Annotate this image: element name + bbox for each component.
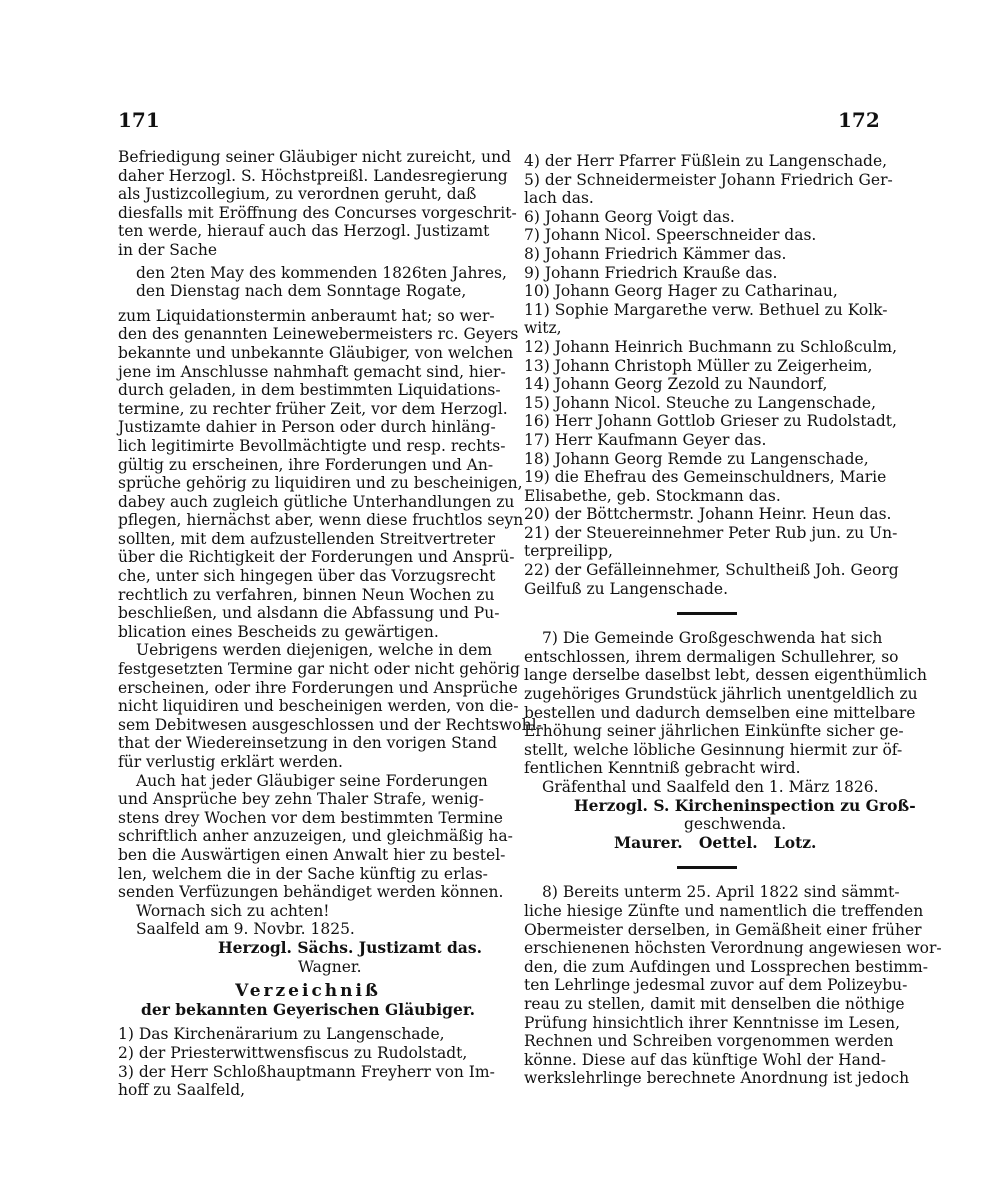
list-item: 20) der Böttchermstr. Johann Heinr. Heun das. <box>524 505 892 524</box>
section-divider <box>677 612 737 615</box>
creditor-list-right <box>524 152 899 598</box>
list-item: 13) Johann Christoph Müller zu Zeigerheim, <box>524 356 873 375</box>
text-line: che, unter sich hingegen über das Vorzugsrecht <box>118 567 496 586</box>
left-column <box>118 148 542 1100</box>
text-line: stens drey Wochen vor dem bestimmten Termine <box>118 808 503 827</box>
text-line: ten Lehrlinge jedesmal zuvor auf dem Polizeybu- <box>524 976 908 995</box>
list-item: 5) der Schneidermeister Johann Friedrich Ger- <box>524 170 893 189</box>
text-line: Rechnen und Schreiben vorgenommen werden <box>524 1032 894 1051</box>
text-line: stellt, welche löbliche Gesinnung hiermit zur öf- <box>524 740 903 759</box>
list-item: lach das. <box>524 189 594 208</box>
left-paragraph-1 <box>118 148 517 260</box>
text-line: Befriedigung seiner Gläubiger nicht zureicht, und <box>118 148 511 166</box>
text-line: Erhöhung seiner jährlichen Einkünfte sicher ge- <box>524 722 904 741</box>
list-item: 19) die Ehefrau des Gemeinschuldners, Marie <box>524 468 887 487</box>
text-line: den, die zum Aufdingen und Lossprechen bestimm- <box>524 957 928 976</box>
list-item: witz, <box>524 319 562 338</box>
text-line: nicht liquidiren und bescheinigen werden, von die- <box>118 697 519 716</box>
text-line: dabey auch zugleich gütliche Unterhandlungen zu <box>118 492 515 511</box>
text-line: entschlossen, ihrem dermaligen Schullehrer, so <box>524 647 899 666</box>
list-item: 4) der Herr Pfarrer Füßlein zu Langenschade, <box>524 152 888 170</box>
list-item: 6) Johann Georg Voigt das. <box>524 207 735 226</box>
text-line: lich legitimirte Bevollmächtigte und resp. rechts- <box>118 436 506 455</box>
text-line: daher Herzogl. S. Höchstpreißl. Landesregierung <box>118 166 508 185</box>
signature-office: Herzogl. Sächs. Justizamt das. <box>218 937 482 957</box>
list-subtitle: der bekannten Geyerischen Gläubiger. <box>141 999 475 1019</box>
page-number-right: 172 <box>838 108 880 132</box>
list-item: 12) Johann Heinrich Buchmann zu Schloßculm, <box>524 337 898 356</box>
list-item: hoff zu Saalfeld, <box>118 1081 246 1100</box>
text-line: als Justizcollegium, zu verordnen geruht, daß <box>118 185 477 204</box>
list-title: Verzeichniß <box>235 981 381 1002</box>
list-item: 18) Johann Georg Remde zu Langenschade, <box>524 449 869 468</box>
list-item: 3) der Herr Schloßhauptmann Freyherr von Im- <box>118 1062 495 1081</box>
list-item: 9) Johann Friedrich Krauße das. <box>524 263 778 282</box>
text-line: ben die Auswärtigen einen Anwalt hier zu bestel- <box>118 845 506 864</box>
text-line: festgesetzten Termine gar nicht oder nicht gehörig <box>118 660 520 679</box>
list-item: 10) Johann Georg Hager zu Catharinau, <box>524 282 838 301</box>
text-line: zum Liquidationstermin anberaumt hat; so wer- <box>118 306 495 325</box>
creditor-list-left <box>118 1025 498 1099</box>
text-line: 7) Die Gemeinde Großgeschwenda hat sich <box>542 629 883 648</box>
text-line: Obermeister derselben, in Gemäßheit einer früher <box>524 920 922 939</box>
text-line: gültig zu erscheinen, ihre Forderungen und An- <box>118 455 494 474</box>
text-line: bekannte und unbekannte Gläubiger, von welchen <box>118 343 514 362</box>
text-line: werkslehrlinge berechnete Anordnung ist jedoch <box>524 1069 910 1088</box>
text-line: that der Wiedereinsetzung in den vorigen Stand <box>118 734 498 753</box>
list-item: 8) Johann Friedrich Kämmer das. <box>524 244 787 263</box>
list-item: 7) Johann Nicol. Speerschneider das. <box>524 226 817 245</box>
text-line: Justizamte dahier in Person oder durch hinläng- <box>118 418 496 437</box>
text-line: schriftlich anher anzuzeigen, und gleichmäßig ha- <box>118 827 513 846</box>
text-line: ten werde, hierauf auch das Herzogl. Justizamt <box>118 222 490 241</box>
left-paragraph-4 <box>118 771 513 902</box>
text-line: reau zu stellen, damit mit denselben die nöthige <box>524 994 905 1013</box>
text-line: zugehöriges Grundstück jährlich unentgeldlich zu <box>524 685 918 704</box>
text-line: 8) Bereits unterm 25. April 1822 sind sämmt- <box>542 883 900 902</box>
text-line: den des genannten Leinewebermeisters rc. Geyers <box>118 325 519 344</box>
list-item: 1) Das Kirchenärarium zu Langenschade, <box>118 1025 445 1044</box>
list-item: 17) Herr Kaufmann Geyer das. <box>524 430 767 449</box>
closing-line: Wornach sich zu achten! <box>136 901 330 920</box>
text-line: blication eines Bescheids zu gewärtigen. <box>118 622 439 641</box>
list-item: 11) Sophie Margarethe verw. Bethuel zu Kolk- <box>524 300 888 319</box>
text-line: termine, zu rechter früher Zeit, vor dem Herzogl. <box>118 399 508 418</box>
text-line: erscheinen, oder ihre Forderungen und Ansprüche <box>118 678 518 697</box>
text-line: und Ansprüche bey zehn Thaler Strafe, wenig- <box>118 790 484 809</box>
signature-office: Herzogl. S. Kircheninspection zu Groß- <box>574 795 916 815</box>
text-line: Prüfung hinsichtlich ihrer Kenntnisse im Lesen, <box>524 1013 901 1032</box>
text-line: Uebrigens werden diejenigen, welche in dem <box>136 641 493 660</box>
date-line-2: den Dienstag nach dem Sonntage Rogate, <box>136 282 467 301</box>
text-line: erschienenen höchsten Verordnung angewiesen wor- <box>524 939 942 958</box>
notice-8 <box>524 883 942 1088</box>
list-item: 2) der Priesterwittwensfiscus zu Rudolstadt, <box>118 1043 468 1062</box>
list-item: 15) Johann Nicol. Steuche zu Langenschade, <box>524 393 877 412</box>
text-line: pflegen, hiernächst aber, wenn diese fruchtlos seyn <box>118 511 524 530</box>
text-line: len, welchem die in der Sache künftig zu erlas- <box>118 864 488 883</box>
date-line-1: den 2ten May des kommenden 1826ten Jahres, <box>136 263 507 282</box>
text-line: lange derselbe daselbst lebt, dessen eigenthümlich <box>524 666 927 685</box>
text-line: durch geladen, in dem bestimmten Liquidations- <box>118 381 501 400</box>
signature-name: Wagner. <box>298 957 362 976</box>
page-number-left: 171 <box>118 108 160 132</box>
text-line: liche hiesige Zünfte und namentlich die treffenden <box>524 901 924 920</box>
list-item: terpreilipp, <box>524 542 613 561</box>
text-line: sprüche gehörig zu liquidiren und zu bescheinigen, <box>118 474 523 493</box>
list-item: 22) der Gefälleinnehmer, Schultheiß Joh. Georg <box>524 561 899 580</box>
text-line: sem Debitwesen ausgeschlossen und der Rechtswohl- <box>118 715 542 734</box>
left-paragraph-3 <box>118 641 542 771</box>
text-line: sollten, mit dem aufzustellenden Streitvertreter <box>118 529 496 548</box>
section-divider <box>677 866 737 869</box>
left-paragraph-2 <box>118 306 524 642</box>
list-item: 16) Herr Johann Gottlob Grieser zu Rudolstadt, <box>524 412 897 431</box>
text-line: Auch hat jeder Gläubiger seine Forderungen <box>136 771 488 790</box>
signature-office-cont: geschwenda. <box>684 815 787 834</box>
text-line: beschließen, und alsdann die Abfassung und Pu- <box>118 604 500 623</box>
list-item: 14) Johann Georg Zezold zu Naundorf, <box>524 375 828 394</box>
text-line: jene im Anschlusse nahmhaft gemacht sind, hier- <box>118 362 506 381</box>
notice-7 <box>524 629 927 852</box>
text-line: für verlustig erklärt werden. <box>118 753 343 771</box>
text-line: fentlichen Kenntniß gebracht wird. <box>524 759 801 778</box>
text-line: könne. Diese auf das künftige Wohl der Hand- <box>524 1050 886 1069</box>
text-line: diesfalls mit Eröffnung des Concurses vorgeschrit- <box>118 203 517 222</box>
list-item: Geilfuß zu Langenschade. <box>524 579 729 598</box>
signature-names: Maurer. Oettel. Lotz. <box>614 832 817 852</box>
text-line: in der Sache <box>118 240 217 259</box>
list-item: Elisabethe, geb. Stockmann das. <box>524 486 781 505</box>
text-line: bestellen und dadurch demselben eine mittelbare <box>524 703 916 722</box>
right-column <box>524 152 942 1088</box>
place-date: Saalfeld am 9. Novbr. 1825. <box>136 920 355 939</box>
text-line: über die Richtigkeit der Forderungen und Ansprü- <box>118 548 515 567</box>
text-line: senden Verfüzungen behändiget werden können. <box>118 883 504 902</box>
text-line: rechtlich zu verfahren, binnen Neun Wochen zu <box>118 585 495 604</box>
list-item: 21) der Steuereinnehmer Peter Rub jun. zu Un- <box>524 523 898 542</box>
place-date: Gräfenthal und Saalfeld den 1. März 1826. <box>542 778 879 796</box>
